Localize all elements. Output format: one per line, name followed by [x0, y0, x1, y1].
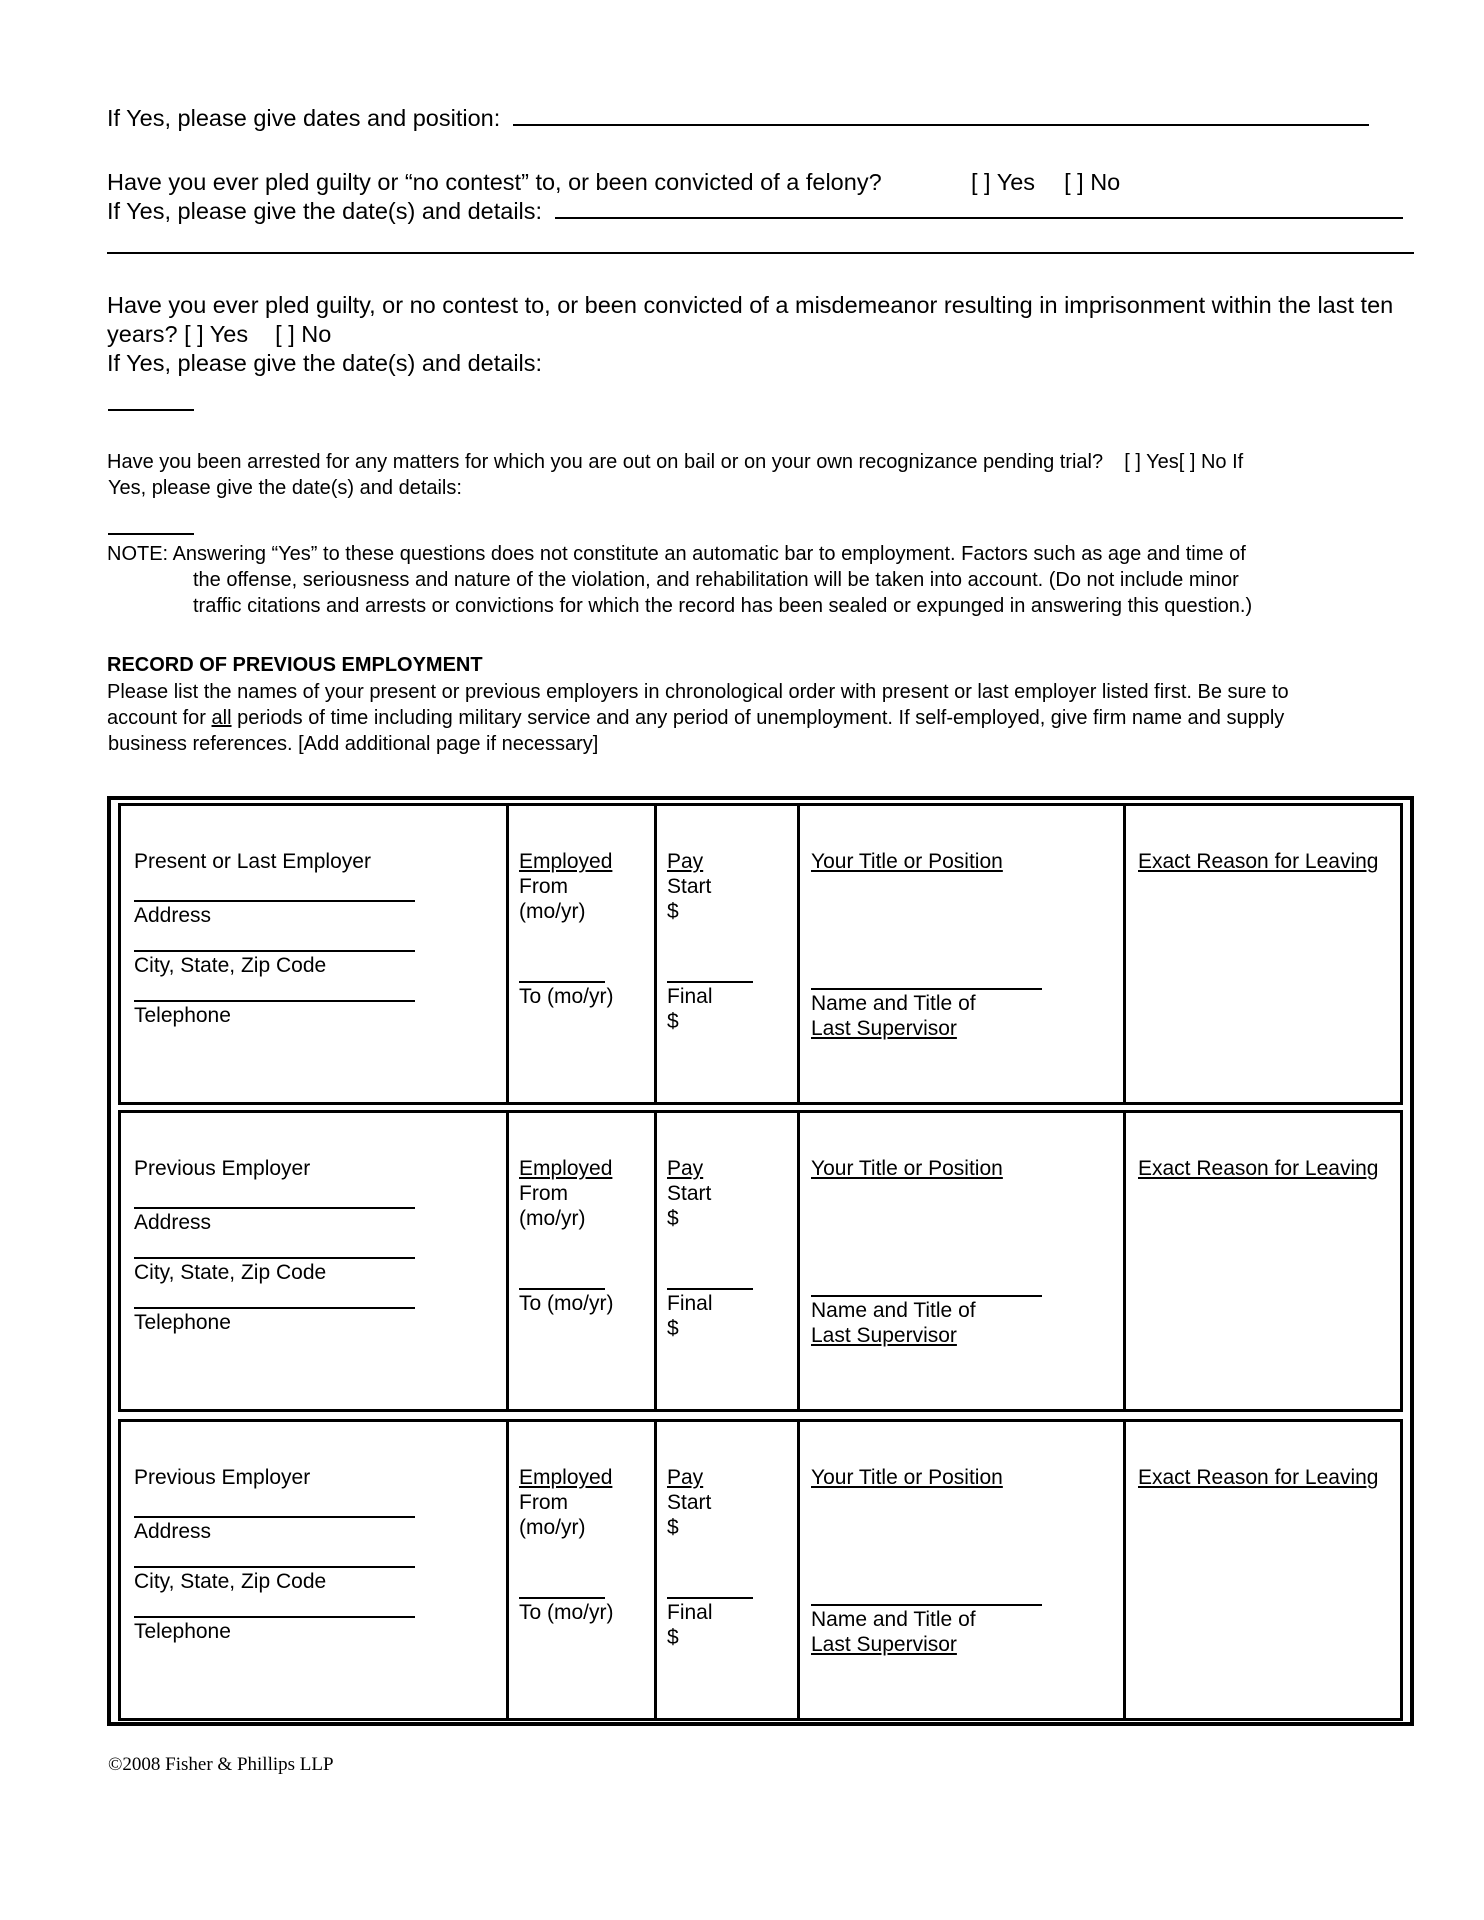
- felony-details-field-line-2[interactable]: [107, 252, 1414, 254]
- city-state-zip-field[interactable]: [134, 1307, 415, 1309]
- title-position-field[interactable]: [811, 988, 1042, 990]
- pay-label: Pay: [667, 1466, 704, 1489]
- telephone-label: Telephone: [134, 1311, 231, 1334]
- employed-from-field[interactable]: [519, 981, 605, 983]
- reason-for-leaving-label: Exact Reason for Leaving: [1138, 850, 1379, 873]
- copyright-footer: ©2008 Fisher & Phillips LLP: [108, 1754, 334, 1775]
- felony-options: [971, 168, 1120, 196]
- bail-details-field[interactable]: [108, 533, 194, 535]
- felony-details-label: If Yes, please give the date(s) and details:: [107, 198, 543, 224]
- column-divider: [506, 1113, 509, 1409]
- employment-table: [107, 796, 1414, 1726]
- employment-instructions-line1: Please list the names of your present or previous employers in chronological order with present or last employer listed first. Be sure to: [107, 681, 1289, 703]
- supervisor-label-line2: Last Supervisor: [811, 1324, 957, 1347]
- employed-label: Employed: [519, 1466, 613, 1489]
- column-divider: [506, 806, 509, 1102]
- note-line3: traffic citations and arrests or convictions for which the record has been sealed or expunged in answering this question.): [193, 595, 1253, 617]
- telephone-label: Telephone: [134, 1620, 231, 1643]
- employer-field[interactable]: [134, 1207, 415, 1209]
- employer-field[interactable]: [134, 900, 415, 902]
- to-label: To (mo/yr): [519, 1601, 614, 1624]
- address-label: Address: [134, 1520, 212, 1543]
- felony-no-checkbox[interactable]: [ ] No: [1064, 169, 1121, 195]
- telephone-label: Telephone: [134, 1004, 231, 1027]
- from-label: From: [519, 1491, 568, 1514]
- city-state-zip-field[interactable]: [134, 1000, 415, 1002]
- note-line1: NOTE: Answering “Yes” to these questions does not constitute an automatic bar to employment. Factors such as age and time of: [107, 543, 1246, 565]
- misdemeanor-details-field[interactable]: [108, 409, 194, 411]
- instructions-text: account for: [107, 707, 212, 729]
- reason-for-leaving-label: Exact Reason for Leaving: [1138, 1157, 1379, 1180]
- felony-details-row: [107, 197, 1403, 225]
- employment-instructions-line2: [107, 705, 1284, 731]
- misdemeanor-question-years: years?: [107, 321, 178, 347]
- employed-label: Employed: [519, 1157, 613, 1180]
- column-divider: [654, 806, 657, 1102]
- pay-start-currency: $: [667, 1516, 679, 1539]
- reason-for-leaving-field[interactable]: [1129, 1193, 1394, 1403]
- employed-from-field[interactable]: [519, 1597, 605, 1599]
- from-label: From: [519, 875, 568, 898]
- from-format-label: (mo/yr): [519, 1207, 586, 1230]
- pay-final-currency: $: [667, 1317, 679, 1340]
- pay-start-currency: $: [667, 1207, 679, 1230]
- address-field[interactable]: [134, 1257, 415, 1259]
- pay-start-field[interactable]: [667, 1288, 753, 1290]
- column-divider: [1123, 806, 1126, 1102]
- reason-for-leaving-field[interactable]: [1129, 1502, 1394, 1712]
- reason-for-leaving-field[interactable]: [1129, 886, 1394, 1096]
- to-label: To (mo/yr): [519, 1292, 614, 1315]
- misdemeanor-yes-checkbox[interactable]: [ ] Yes: [184, 321, 249, 347]
- reason-for-leaving-label: Exact Reason for Leaving: [1138, 1466, 1379, 1489]
- city-state-zip-label: City, State, Zip Code: [134, 1570, 327, 1593]
- pay-final-label: Final: [667, 985, 713, 1008]
- employed-label: Employed: [519, 850, 613, 873]
- pay-start-label: Start: [667, 875, 712, 898]
- column-divider: [506, 1422, 509, 1718]
- misdemeanor-question-line2: [107, 320, 331, 348]
- employer-field[interactable]: [134, 1516, 415, 1518]
- column-divider: [1123, 1422, 1126, 1718]
- title-position-label: Your Title or Position: [811, 1466, 1003, 1489]
- employer-label: Previous Employer: [134, 1157, 311, 1180]
- column-divider: [1123, 1113, 1126, 1409]
- bail-question-line1: [107, 449, 1243, 475]
- column-divider: [654, 1422, 657, 1718]
- employed-from-field[interactable]: [519, 1288, 605, 1290]
- employment-row: [118, 803, 1403, 1105]
- to-label: To (mo/yr): [519, 985, 614, 1008]
- city-state-zip-label: City, State, Zip Code: [134, 1261, 327, 1284]
- employment-row: [118, 1110, 1403, 1412]
- misdemeanor-details-label: If Yes, please give the date(s) and details:: [107, 350, 543, 376]
- supervisor-label-line1: Name and Title of: [811, 1608, 976, 1631]
- supervisor-label-line2: Last Supervisor: [811, 1633, 957, 1656]
- prior-employment-details-label: If Yes, please give dates and position:: [107, 105, 501, 131]
- column-divider: [797, 806, 800, 1102]
- from-label: From: [519, 1182, 568, 1205]
- pay-label: Pay: [667, 850, 704, 873]
- note-line2: the offense, seriousness and nature of the violation, and rehabilitation will be taken into account. (Do not include minor: [193, 569, 1239, 591]
- bail-options[interactable]: [ ] Yes[ ] No If: [1124, 451, 1244, 473]
- pay-start-field[interactable]: [667, 1597, 753, 1599]
- felony-yes-checkbox[interactable]: [ ] Yes: [971, 169, 1036, 195]
- felony-details-field[interactable]: [555, 217, 1403, 219]
- misdemeanor-question-line1: Have you ever pled guilty, or no contest to, or been convicted of a misdemeanor resulting in imprisonment within the last ten: [107, 292, 1394, 318]
- pay-start-currency: $: [667, 900, 679, 923]
- from-format-label: (mo/yr): [519, 900, 586, 923]
- supervisor-label-line1: Name and Title of: [811, 992, 976, 1015]
- pay-start-label: Start: [667, 1491, 712, 1514]
- address-label: Address: [134, 904, 212, 927]
- instructions-text: periods of time including military service and any period of unemployment. If self-employed, give firm name and supply: [231, 707, 1285, 729]
- title-position-label: Your Title or Position: [811, 1157, 1003, 1180]
- from-format-label: (mo/yr): [519, 1516, 586, 1539]
- bail-question-line2: Yes, please give the date(s) and details:: [108, 477, 462, 499]
- address-field[interactable]: [134, 950, 415, 952]
- employer-label: Previous Employer: [134, 1466, 311, 1489]
- column-divider: [797, 1113, 800, 1409]
- address-label: Address: [134, 1211, 212, 1234]
- employment-instructions-line3: business references. [Add additional page if necessary]: [108, 733, 599, 755]
- employment-row: [118, 1419, 1403, 1721]
- title-position-label: Your Title or Position: [811, 850, 1003, 873]
- column-divider: [654, 1113, 657, 1409]
- prior-employment-details-question: [107, 104, 1369, 132]
- felony-question-text: Have you ever pled guilty or “no contest” to, or been convicted of a felony?: [107, 169, 882, 195]
- title-position-field[interactable]: [811, 1604, 1042, 1606]
- city-state-zip-label: City, State, Zip Code: [134, 954, 327, 977]
- pay-final-currency: $: [667, 1010, 679, 1033]
- pay-label: Pay: [667, 1157, 704, 1180]
- employer-label: Present or Last Employer: [134, 850, 371, 873]
- felony-question: [107, 168, 882, 196]
- instructions-emphasis: all: [211, 707, 232, 729]
- title-position-field[interactable]: [811, 1295, 1042, 1297]
- pay-start-label: Start: [667, 1182, 712, 1205]
- pay-final-label: Final: [667, 1601, 713, 1624]
- pay-final-currency: $: [667, 1626, 679, 1649]
- supervisor-label-line2: Last Supervisor: [811, 1017, 957, 1040]
- pay-start-field[interactable]: [667, 981, 753, 983]
- bail-question-text: Have you been arrested for any matters for which you are out on bail or on your own recognizance pending trial?: [107, 451, 1104, 473]
- city-state-zip-field[interactable]: [134, 1616, 415, 1618]
- column-divider: [797, 1422, 800, 1718]
- address-field[interactable]: [134, 1566, 415, 1568]
- pay-final-label: Final: [667, 1292, 713, 1315]
- misdemeanor-no-checkbox[interactable]: [ ] No: [275, 321, 332, 347]
- employment-heading: RECORD OF PREVIOUS EMPLOYMENT: [107, 654, 483, 676]
- prior-employment-details-field[interactable]: [513, 124, 1369, 126]
- supervisor-label-line1: Name and Title of: [811, 1299, 976, 1322]
